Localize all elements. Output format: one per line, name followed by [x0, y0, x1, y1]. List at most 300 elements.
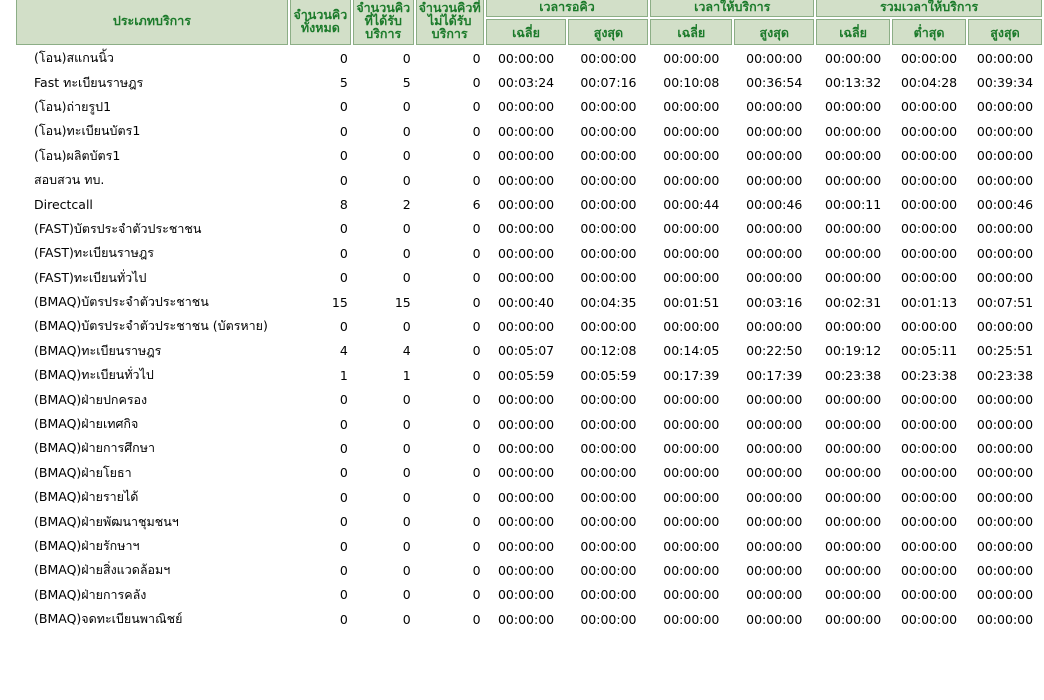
cell-not-served: 0	[472, 221, 481, 237]
cell-total-min: 00:00:00	[900, 245, 958, 261]
cell-total-min: 00:00:00	[900, 440, 958, 456]
cell-total-min: 00:00:00	[900, 270, 958, 286]
cell-service-name: (BMAQ)ทะเบียนทั่วไป	[34, 367, 154, 383]
cell-service-max: 00:00:00	[746, 489, 803, 505]
cell-total: 15	[331, 294, 348, 310]
cell-service-name: (โอน)สแกนนิ้ว	[34, 50, 114, 66]
cell-served: 0	[402, 221, 411, 237]
cell-total-avg: 00:02:31	[825, 294, 882, 310]
cell-total-max: 00:07:51	[976, 294, 1034, 310]
cell-not-served: 0	[472, 367, 481, 383]
cell-wait-max: 00:00:00	[580, 465, 637, 481]
cell-wait-max: 00:00:00	[580, 587, 637, 603]
cell-wait-avg: 00:05:07	[497, 343, 555, 359]
cell-wait-max: 00:00:00	[580, 416, 637, 432]
cell-total-min: 00:00:00	[900, 489, 958, 505]
cell-total-max: 00:00:00	[976, 148, 1034, 164]
table-row	[16, 71, 1042, 93]
cell-wait-max: 00:05:59	[580, 367, 637, 383]
cell-service-avg: 00:14:05	[663, 343, 720, 359]
cell-total-min: 00:00:00	[900, 99, 958, 115]
cell-wait-avg: 00:00:00	[497, 245, 555, 261]
cell-total-max: 00:00:46	[976, 197, 1034, 213]
cell-served: 4	[402, 343, 411, 359]
cell-total-avg: 00:00:00	[825, 562, 882, 578]
cell-total-max: 00:00:00	[976, 392, 1034, 408]
cell-not-served: 0	[472, 294, 481, 310]
cell-not-served: 0	[472, 489, 481, 505]
cell-wait-max: 00:00:00	[580, 148, 637, 164]
cell-served: 0	[402, 148, 411, 164]
cell-served: 0	[402, 270, 411, 286]
cell-service-avg: 00:00:00	[663, 465, 720, 481]
cell-service-name: (BMAQ)ฝ่ายการศึกษา	[34, 440, 156, 456]
header-service-time: เวลาให้บริการ	[650, 0, 814, 17]
cell-total-avg: 00:00:00	[825, 611, 882, 627]
table-row	[16, 486, 1042, 508]
cell-served: 15	[394, 294, 411, 310]
cell-total-avg: 00:00:00	[825, 538, 882, 554]
cell-total: 4	[339, 343, 348, 359]
cell-wait-max: 00:00:00	[580, 197, 637, 213]
table-row	[16, 437, 1042, 459]
header-wait-avg: เฉลี่ย	[486, 19, 567, 45]
cell-not-served: 0	[472, 440, 481, 456]
header-service-type: ประเภทบริการ	[16, 0, 288, 45]
header-total-max: สูงสุด	[968, 19, 1042, 45]
cell-wait-avg: 00:00:00	[497, 221, 555, 237]
cell-served: 0	[402, 318, 411, 334]
cell-total-max: 00:00:00	[976, 440, 1034, 456]
cell-wait-avg: 00:05:59	[497, 367, 555, 383]
cell-service-max: 00:17:39	[746, 367, 803, 383]
cell-wait-avg: 00:00:00	[497, 318, 555, 334]
cell-service-name: (BMAQ)ฝ่ายปกครอง	[34, 391, 148, 407]
cell-wait-avg: 00:00:00	[497, 270, 555, 286]
cell-total-max: 00:39:34	[976, 75, 1034, 91]
header-total-queue: จำนวนคิวทั้งหมด	[290, 0, 351, 45]
cell-service-max: 00:00:00	[746, 514, 803, 530]
table-row	[16, 608, 1042, 630]
cell-not-served: 0	[472, 148, 481, 164]
cell-total: 0	[339, 611, 348, 627]
cell-total-avg: 00:00:00	[825, 148, 882, 164]
cell-total-max: 00:00:00	[976, 318, 1034, 334]
cell-total-min: 00:00:00	[900, 587, 958, 603]
cell-total: 0	[339, 514, 348, 530]
cell-total: 0	[339, 318, 348, 334]
table-header	[16, 0, 1042, 45]
cell-service-avg: 00:00:00	[663, 392, 720, 408]
cell-total-avg: 00:23:38	[825, 367, 882, 383]
header-wait-max: สูงสุด	[568, 19, 648, 45]
table-row	[16, 535, 1042, 557]
cell-service-max: 00:00:00	[746, 50, 803, 66]
cell-service-avg: 00:00:44	[663, 197, 720, 213]
cell-service-max: 00:00:00	[746, 611, 803, 627]
cell-service-max: 00:00:00	[746, 562, 803, 578]
cell-wait-avg: 00:00:00	[497, 99, 555, 115]
cell-wait-avg: 00:00:00	[497, 416, 555, 432]
cell-total-avg: 00:00:00	[825, 440, 882, 456]
cell-not-served: 0	[472, 245, 481, 261]
cell-total-avg: 00:00:00	[825, 514, 882, 530]
cell-served: 0	[402, 440, 411, 456]
cell-service-max: 00:00:00	[746, 538, 803, 554]
cell-wait-max: 00:12:08	[580, 343, 637, 359]
cell-total-min: 00:00:00	[900, 318, 958, 334]
cell-service-max: 00:00:00	[746, 416, 803, 432]
cell-service-name: Directcall	[34, 197, 93, 213]
cell-service-name: (BMAQ)จดทะเบียนพาณิชย์	[34, 611, 183, 627]
cell-wait-avg: 00:00:00	[497, 562, 555, 578]
cell-wait-avg: 00:00:00	[497, 465, 555, 481]
cell-service-name: (โอน)ผลิตบัตร1	[34, 147, 121, 163]
table-row	[16, 413, 1042, 435]
table-row	[16, 584, 1042, 606]
cell-total-min: 00:00:00	[900, 465, 958, 481]
cell-served: 0	[402, 245, 411, 261]
cell-service-max: 00:00:00	[746, 123, 803, 139]
cell-total-min: 00:00:00	[900, 538, 958, 554]
cell-not-served: 0	[472, 392, 481, 408]
cell-total-max: 00:00:00	[976, 123, 1034, 139]
table-row	[16, 510, 1042, 532]
table-row	[16, 291, 1042, 313]
cell-served: 0	[402, 611, 411, 627]
cell-served: 0	[402, 538, 411, 554]
cell-total-avg: 00:00:00	[825, 123, 882, 139]
cell-total-max: 00:00:00	[976, 50, 1034, 66]
cell-wait-avg: 00:00:00	[497, 392, 555, 408]
cell-total-avg: 00:00:00	[825, 270, 882, 286]
cell-total-min: 00:00:00	[900, 50, 958, 66]
cell-wait-max: 00:00:00	[580, 514, 637, 530]
cell-wait-avg: 00:03:24	[497, 75, 555, 91]
cell-service-avg: 00:00:00	[663, 562, 720, 578]
cell-service-avg: 00:00:00	[663, 270, 720, 286]
header-not-served: จำนวนคิวที่ไม่ได้รับบริการ	[416, 0, 484, 45]
cell-not-served: 0	[472, 416, 481, 432]
cell-total-max: 00:00:00	[976, 514, 1034, 530]
cell-total-min: 00:04:28	[900, 75, 958, 91]
cell-not-served: 0	[472, 123, 481, 139]
cell-wait-max: 00:04:35	[580, 294, 637, 310]
cell-service-name: (BMAQ)ฝ่ายพัฒนาชุมชนฯ	[34, 513, 179, 529]
cell-service-name: (BMAQ)บัตรประจำตัวประชาชน	[34, 294, 209, 310]
cell-served: 0	[402, 99, 411, 115]
cell-wait-avg: 00:00:00	[497, 440, 555, 456]
cell-total-min: 00:00:00	[900, 123, 958, 139]
cell-total-max: 00:25:51	[976, 343, 1034, 359]
header-service-avg: เฉลี่ย	[650, 19, 732, 45]
cell-total-max: 00:00:00	[976, 489, 1034, 505]
cell-served: 0	[402, 587, 411, 603]
header-service-max: สูงสุด	[734, 19, 814, 45]
cell-service-avg: 00:01:51	[663, 294, 720, 310]
cell-served: 0	[402, 172, 411, 188]
cell-total-max: 00:00:00	[976, 465, 1034, 481]
cell-total: 5	[339, 75, 348, 91]
cell-service-max: 00:36:54	[746, 75, 803, 91]
cell-wait-max: 00:00:00	[580, 245, 637, 261]
cell-served: 0	[402, 489, 411, 505]
cell-service-avg: 00:17:39	[663, 367, 720, 383]
cell-not-served: 0	[472, 465, 481, 481]
cell-total-max: 00:00:00	[976, 245, 1034, 261]
cell-served: 0	[402, 50, 411, 66]
cell-total-avg: 00:00:00	[825, 587, 882, 603]
cell-service-name: (BMAQ)ฝ่ายสิ่งแวดล้อมฯ	[34, 562, 171, 578]
cell-wait-avg: 00:00:00	[497, 514, 555, 530]
cell-service-max: 00:00:00	[746, 270, 803, 286]
cell-wait-max: 00:07:16	[580, 75, 637, 91]
table-row	[16, 364, 1042, 386]
cell-service-max: 00:00:00	[746, 172, 803, 188]
cell-served: 1	[402, 367, 411, 383]
cell-total-avg: 00:19:12	[825, 343, 882, 359]
cell-total-min: 00:00:00	[900, 221, 958, 237]
table-row	[16, 388, 1042, 410]
cell-service-avg: 00:00:00	[663, 148, 720, 164]
cell-wait-max: 00:00:00	[580, 562, 637, 578]
cell-wait-max: 00:00:00	[580, 99, 637, 115]
cell-total-avg: 00:00:00	[825, 50, 882, 66]
header-total-avg: เฉลี่ย	[816, 19, 890, 45]
cell-service-name: สอบสวน ทบ.	[34, 172, 105, 188]
cell-service-name: (โอน)ถ่ายรูป1	[34, 98, 112, 114]
cell-not-served: 0	[472, 587, 481, 603]
cell-total-min: 00:00:00	[900, 197, 958, 213]
cell-service-name: (BMAQ)ฝ่ายโยธา	[34, 464, 132, 480]
cell-service-name: (BMAQ)ทะเบียนราษฎร	[34, 342, 162, 358]
header-total-time: รวมเวลาให้บริการ	[816, 0, 1042, 17]
cell-total-avg: 00:00:11	[825, 197, 882, 213]
cell-total: 0	[339, 538, 348, 554]
cell-service-avg: 00:00:00	[663, 99, 720, 115]
cell-not-served: 0	[472, 318, 481, 334]
cell-service-max: 00:00:00	[746, 318, 803, 334]
cell-wait-avg: 00:00:00	[497, 538, 555, 554]
cell-wait-max: 00:00:00	[580, 221, 637, 237]
cell-service-avg: 00:00:00	[663, 440, 720, 456]
cell-total-max: 00:00:00	[976, 270, 1034, 286]
cell-not-served: 0	[472, 270, 481, 286]
table-row	[16, 193, 1042, 215]
cell-service-name: Fast ทะเบียนราษฎร	[34, 74, 144, 90]
cell-total: 0	[339, 562, 348, 578]
cell-total-avg: 00:00:00	[825, 99, 882, 115]
cell-service-max: 00:00:00	[746, 465, 803, 481]
cell-total-min: 00:00:00	[900, 514, 958, 530]
cell-total-avg: 00:00:00	[825, 392, 882, 408]
cell-service-name: (FAST)บัตรประจำตัวประชาชน	[34, 220, 202, 236]
cell-service-max: 00:00:00	[746, 392, 803, 408]
cell-wait-avg: 00:00:00	[497, 123, 555, 139]
cell-served: 0	[402, 416, 411, 432]
cell-total: 0	[339, 416, 348, 432]
table-row	[16, 559, 1042, 581]
cell-service-avg: 00:00:00	[663, 123, 720, 139]
cell-wait-max: 00:00:00	[580, 489, 637, 505]
cell-service-avg: 00:00:00	[663, 514, 720, 530]
cell-not-served: 0	[472, 538, 481, 554]
cell-total-max: 00:00:00	[976, 538, 1034, 554]
cell-total-avg: 00:13:32	[825, 75, 882, 91]
cell-wait-max: 00:00:00	[580, 538, 637, 554]
cell-total-max: 00:00:00	[976, 221, 1034, 237]
cell-total: 0	[339, 440, 348, 456]
cell-wait-max: 00:00:00	[580, 172, 637, 188]
cell-total-min: 00:00:00	[900, 172, 958, 188]
cell-total: 0	[339, 392, 348, 408]
cell-total-min: 00:23:38	[900, 367, 958, 383]
cell-total-avg: 00:00:00	[825, 489, 882, 505]
cell-served: 0	[402, 465, 411, 481]
cell-service-name: (BMAQ)ฝ่ายเทศกิจ	[34, 416, 139, 432]
header-wait-time: เวลารอคิว	[486, 0, 649, 17]
cell-wait-avg: 00:00:00	[497, 489, 555, 505]
cell-service-avg: 00:00:00	[663, 172, 720, 188]
cell-total-min: 00:00:00	[900, 148, 958, 164]
cell-total: 0	[339, 221, 348, 237]
cell-wait-avg: 00:00:00	[497, 50, 555, 66]
cell-service-max: 00:00:00	[746, 99, 803, 115]
cell-not-served: 0	[472, 99, 481, 115]
cell-total: 0	[339, 465, 348, 481]
cell-wait-max: 00:00:00	[580, 123, 637, 139]
cell-service-avg: 00:00:00	[663, 221, 720, 237]
table-row	[16, 462, 1042, 484]
cell-service-name: (BMAQ)ฝ่ายการคลัง	[34, 586, 147, 602]
cell-total-min: 00:00:00	[900, 611, 958, 627]
cell-service-avg: 00:00:00	[663, 245, 720, 261]
table-row	[16, 242, 1042, 264]
cell-service-avg: 00:00:00	[663, 50, 720, 66]
cell-total-max: 00:00:00	[976, 172, 1034, 188]
cell-total-avg: 00:00:00	[825, 465, 882, 481]
cell-service-avg: 00:00:00	[663, 489, 720, 505]
table-row	[16, 267, 1042, 289]
cell-service-avg: 00:00:00	[663, 416, 720, 432]
cell-served: 0	[402, 123, 411, 139]
cell-total-max: 00:00:00	[976, 611, 1034, 627]
cell-wait-avg: 00:00:00	[497, 587, 555, 603]
cell-total-avg: 00:00:00	[825, 416, 882, 432]
cell-total: 0	[339, 50, 348, 66]
header-total-min: ต่ำสุด	[892, 19, 966, 45]
cell-wait-max: 00:00:00	[580, 50, 637, 66]
cell-wait-avg: 00:00:40	[497, 294, 555, 310]
cell-total-max: 00:23:38	[976, 367, 1034, 383]
cell-not-served: 6	[472, 197, 481, 213]
cell-total: 0	[339, 587, 348, 603]
table-row	[16, 340, 1042, 362]
cell-total-min: 00:01:13	[900, 294, 958, 310]
cell-service-max: 00:00:00	[746, 221, 803, 237]
cell-service-max: 00:22:50	[746, 343, 803, 359]
table-row	[16, 169, 1042, 191]
cell-total-avg: 00:00:00	[825, 245, 882, 261]
cell-total: 0	[339, 245, 348, 261]
cell-not-served: 0	[472, 343, 481, 359]
cell-service-avg: 00:00:00	[663, 318, 720, 334]
cell-service-avg: 00:00:00	[663, 538, 720, 554]
cell-total: 0	[339, 172, 348, 188]
queue-report-table	[14, 0, 1044, 632]
cell-total-max: 00:00:00	[976, 587, 1034, 603]
cell-total-max: 00:00:00	[976, 416, 1034, 432]
table-row	[16, 120, 1042, 142]
cell-wait-max: 00:00:00	[580, 392, 637, 408]
cell-served: 2	[402, 197, 411, 213]
cell-total: 8	[339, 197, 348, 213]
cell-wait-avg: 00:00:00	[497, 148, 555, 164]
cell-service-max: 00:00:00	[746, 587, 803, 603]
cell-served: 0	[402, 514, 411, 530]
cell-total-min: 00:00:00	[900, 392, 958, 408]
cell-total: 0	[339, 489, 348, 505]
cell-served: 0	[402, 392, 411, 408]
cell-not-served: 0	[472, 172, 481, 188]
cell-wait-max: 00:00:00	[580, 440, 637, 456]
cell-wait-avg: 00:00:00	[497, 172, 555, 188]
cell-served: 0	[402, 562, 411, 578]
cell-service-name: (FAST)ทะเบียนทั่วไป	[34, 269, 147, 285]
cell-total-max: 00:00:00	[976, 99, 1034, 115]
cell-total-avg: 00:00:00	[825, 221, 882, 237]
cell-served: 5	[402, 75, 411, 91]
cell-service-avg: 00:00:00	[663, 587, 720, 603]
cell-service-max: 00:00:46	[746, 197, 803, 213]
cell-service-max: 00:03:16	[746, 294, 803, 310]
cell-not-served: 0	[472, 75, 481, 91]
cell-total: 1	[339, 367, 348, 383]
cell-service-max: 00:00:00	[746, 440, 803, 456]
cell-total-min: 00:00:00	[900, 416, 958, 432]
cell-service-max: 00:00:00	[746, 245, 803, 261]
header-served: จำนวนคิวที่ได้รับบริการ	[353, 0, 414, 45]
cell-wait-max: 00:00:00	[580, 611, 637, 627]
cell-service-name: (BMAQ)ฝ่ายรายได้	[34, 489, 139, 505]
table-row	[16, 218, 1042, 240]
cell-service-max: 00:00:00	[746, 148, 803, 164]
cell-wait-avg: 00:00:00	[497, 611, 555, 627]
cell-not-served: 0	[472, 514, 481, 530]
cell-service-avg: 00:10:08	[663, 75, 720, 91]
cell-total: 0	[339, 270, 348, 286]
table-row	[16, 96, 1042, 118]
table-body	[16, 47, 1042, 630]
cell-total-avg: 00:00:00	[825, 318, 882, 334]
cell-service-name: (BMAQ)บัตรประจำตัวประชาชน (บัตรหาย)	[34, 318, 268, 334]
cell-wait-avg: 00:00:00	[497, 197, 555, 213]
cell-service-name: (โอน)ทะเบียนบัตร1	[34, 123, 141, 139]
cell-service-name: (FAST)ทะเบียนราษฎร	[34, 245, 155, 261]
table-row	[16, 315, 1042, 337]
cell-total-min: 00:00:00	[900, 562, 958, 578]
table-row	[16, 47, 1042, 69]
cell-not-served: 0	[472, 562, 481, 578]
cell-service-avg: 00:00:00	[663, 611, 720, 627]
cell-total: 0	[339, 123, 348, 139]
cell-total: 0	[339, 99, 348, 115]
cell-total-avg: 00:00:00	[825, 172, 882, 188]
cell-total-min: 00:05:11	[900, 343, 958, 359]
cell-not-served: 0	[472, 50, 481, 66]
cell-wait-max: 00:00:00	[580, 270, 637, 286]
cell-wait-max: 00:00:00	[580, 318, 637, 334]
